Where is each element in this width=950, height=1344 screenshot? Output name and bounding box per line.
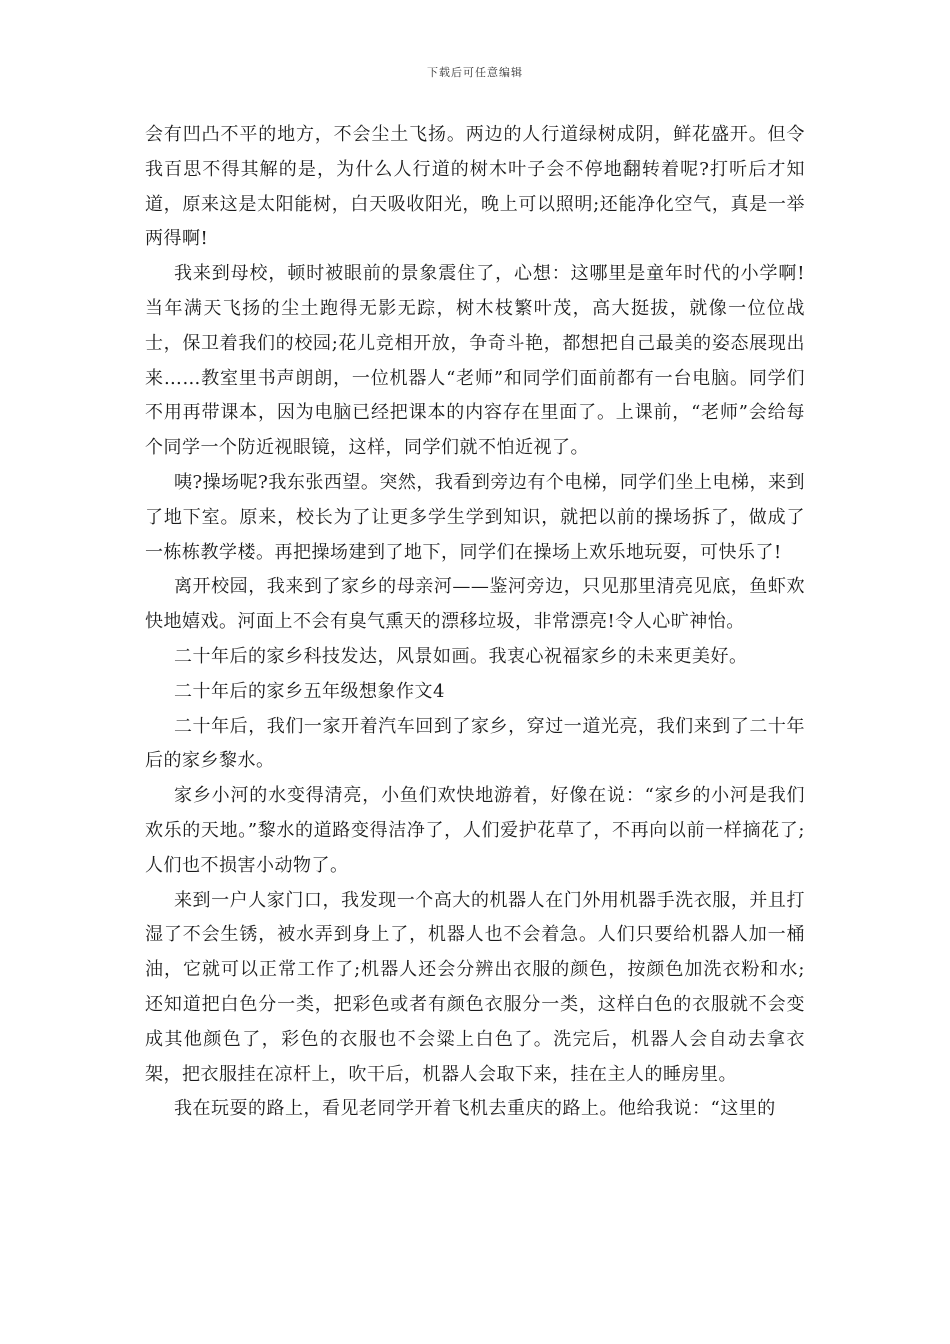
paragraph-2: 我来到母校，顿时被眼前的景象震住了，心想：这哪里是童年时代的小学啊!当年满天飞扬的尘土跑得无影无踪，树木枝繁叶茂，高大挺拔，就像一位位战士，保卫着我们的校园;花儿竞相开放，争奇斗艳，都想把自己最美的姿态展现出来……教室里书声朗朗，一位机器人“老师”和同学们面前都有一台电脑。同学们不用再带课本，因为电脑已经把课本的内容存在里面了。上课前，“老师”会给每个同学一个防近视眼镜，这样，同学们就不怕近视了。 <box>145 263 805 459</box>
document-body <box>145 118 805 1127</box>
page-header: 下载后可任意编辑 <box>427 66 523 79</box>
paragraph-4: 离开校园，我来到了家乡的母亲河——鉴河旁边，只见那里清亮见底，鱼虾欢快地嬉戏。河面上不会有臭气熏天的漂移垃圾，非常漂亮!令人心旷神怡。 <box>145 576 805 633</box>
paragraph-9: 来到一户人家门口，我发现一个高大的机器人在门外用机器手洗衣服，并且打湿了不会生锈，被水弄到身上了，机器人也不会着急。人们只要给机器人加一桶油，它就可以正常工作了;机器人还会分辨出衣服的颜色，按颜色加洗衣粉和水;还知道把白色分一类，把彩色或者有颜色衣服分一类，这样白色的衣服就不会变成其他颜色了，彩色的衣服也不会粱上白色了。洗完后，机器人会自动去拿衣架，把衣服挂在凉杆上，吹干后，机器人会取下来，挂在主人的睡房里。 <box>145 889 805 1085</box>
paragraph-5: 二十年后的家乡科技发达，风景如画。我衷心祝福家乡的未来更美好。 <box>174 645 748 667</box>
essay-title: 二十年后的家乡五年级想象作文4 <box>174 680 445 702</box>
paragraph-7: 二十年后，我们一家开着汽车回到了家乡，穿过一道光亮，我们来到了二十年后的家乡黎水。 <box>145 715 805 772</box>
paragraph-3: 咦?操场呢?我东张西望。突然，我看到旁边有个电梯，同学们坐上电梯，来到了地下室。原来，校长为了让更多学生学到知识，就把以前的操场拆了，做成了一栋栋教学楼。再把操场建到了地下，同学们在操场上欢乐地玩耍，可快乐了! <box>145 471 805 563</box>
paragraph-10: 我在玩耍的路上，看见老同学开着飞机去重庆的路上。他给我说：“这里的 <box>174 1098 776 1120</box>
paragraph-1: 会有凹凸不平的地方，不会尘土飞扬。两边的人行道绿树成阴，鲜花盛开。但令我百思不得其解的是，为什么人行道的树木叶子会不停地翻转着呢?打听后才知道，原来这是太阳能树，白天吸收阳光，晚上可以照明;还能净化空气，真是一举两得啊! <box>145 124 805 250</box>
paragraph-8: 家乡小河的水变得清亮，小鱼们欢快地游着，好像在说：“家乡的小河是我们欢乐的天地。”黎水的道路变得洁净了，人们爱护花草了，不再向以前一样摘花了;人们也不损害小动物了。 <box>145 785 805 876</box>
